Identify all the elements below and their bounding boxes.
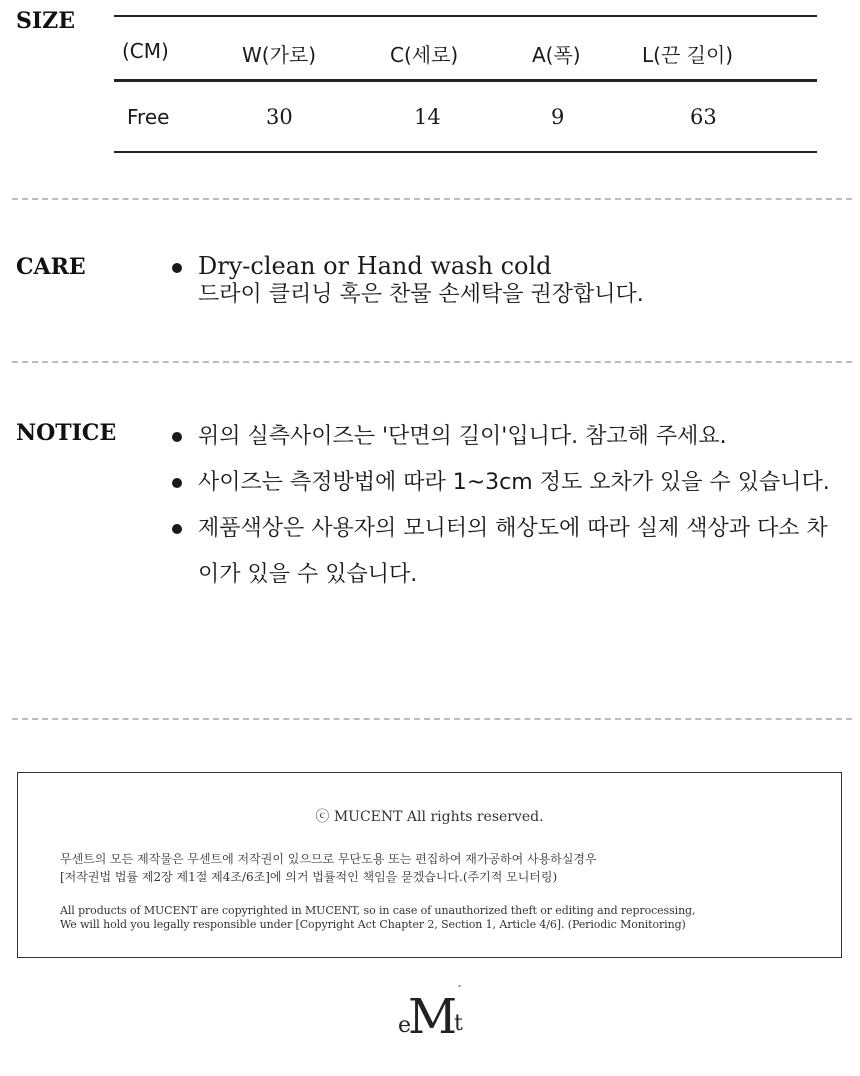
notice-item <box>172 460 842 506</box>
copyright-notice-box <box>17 772 842 958</box>
table-header-rule <box>114 79 817 82</box>
logo-letter-e: e <box>398 1013 412 1038</box>
copyright-ko-line: 무센트의 모든 제작물은 무센트에 저작권이 있으므로 무단도용 또는 편집하여 재가공하여 사용하실경우 <box>60 852 597 866</box>
care-text-en: Dry-clean or Hand wash cold <box>198 252 552 280</box>
size-table <box>114 15 817 154</box>
header-length: C(세로) <box>390 43 459 67</box>
dashed-divider <box>12 718 852 720</box>
value-length: 14 <box>414 105 441 129</box>
row-size-free: Free <box>127 105 170 129</box>
care-list <box>172 252 644 310</box>
value-width: 30 <box>266 105 293 129</box>
table-bottom-rule <box>114 151 817 153</box>
header-strap-width: A(폭) <box>532 43 581 67</box>
bullet-icon <box>172 263 182 273</box>
registered-mark-icon: ° <box>458 985 461 992</box>
bullet-icon <box>172 432 182 442</box>
copyright-text-ko <box>60 850 597 886</box>
logo-letter-m: M <box>408 989 454 1045</box>
table-top-rule <box>114 15 817 17</box>
notice-list <box>172 414 842 598</box>
copyright-en-line: All products of MUCENT are copyrighted in MUCENT, so in case of unauthorized theft or editing and reprocessing, <box>60 904 696 917</box>
notice-item <box>172 506 842 598</box>
copyright-title: ⓒ MUCENT All rights reserved. <box>315 809 544 825</box>
logo-letter-t: t <box>454 1011 463 1036</box>
brand-logo <box>398 985 478 1045</box>
copyright-ko-line: [저작권법 법률 제2장 제1절 제4조/6조]에 의거 법률적인 책임을 묻겠습니다.(주기적 모니터링) <box>60 870 558 884</box>
copyright-en-line: We will hold you legally responsible under [Copyright Act Chapter 2, Section 1, Article 4/6]. (Periodic Monitoring) <box>60 918 686 931</box>
notice-text: 사이즈는 측정방법에 따라 1~3cm 정도 오차가 있을 수 있습니다. <box>198 470 830 495</box>
header-strap-length: L(끈 길이) <box>642 43 734 67</box>
care-section-label: CARE <box>16 254 86 280</box>
value-strap-width: 9 <box>551 105 565 129</box>
notice-text: 위의 실측사이즈는 '단면의 길이'입니다. 참고해 주세요. <box>198 424 727 449</box>
notice-text: 제품색상은 사용자의 모니터의 해상도에 따라 실제 색상과 다소 차이가 있을 수 있습니다. <box>198 516 828 587</box>
care-text-ko: 드라이 클리닝 혹은 찬물 손세탁을 권장합니다. <box>198 282 644 307</box>
bullet-icon <box>172 478 182 488</box>
notice-item <box>172 414 842 460</box>
dashed-divider <box>12 361 852 363</box>
bullet-icon <box>172 524 182 534</box>
size-section-label: SIZE <box>16 8 76 34</box>
header-width: W(가로) <box>242 43 317 67</box>
care-item <box>172 252 644 310</box>
header-unit: (CM) <box>122 39 169 63</box>
value-strap-length: 63 <box>690 105 717 129</box>
notice-section-label: NOTICE <box>16 420 117 446</box>
copyright-text-en <box>60 904 695 932</box>
dashed-divider <box>12 198 852 200</box>
